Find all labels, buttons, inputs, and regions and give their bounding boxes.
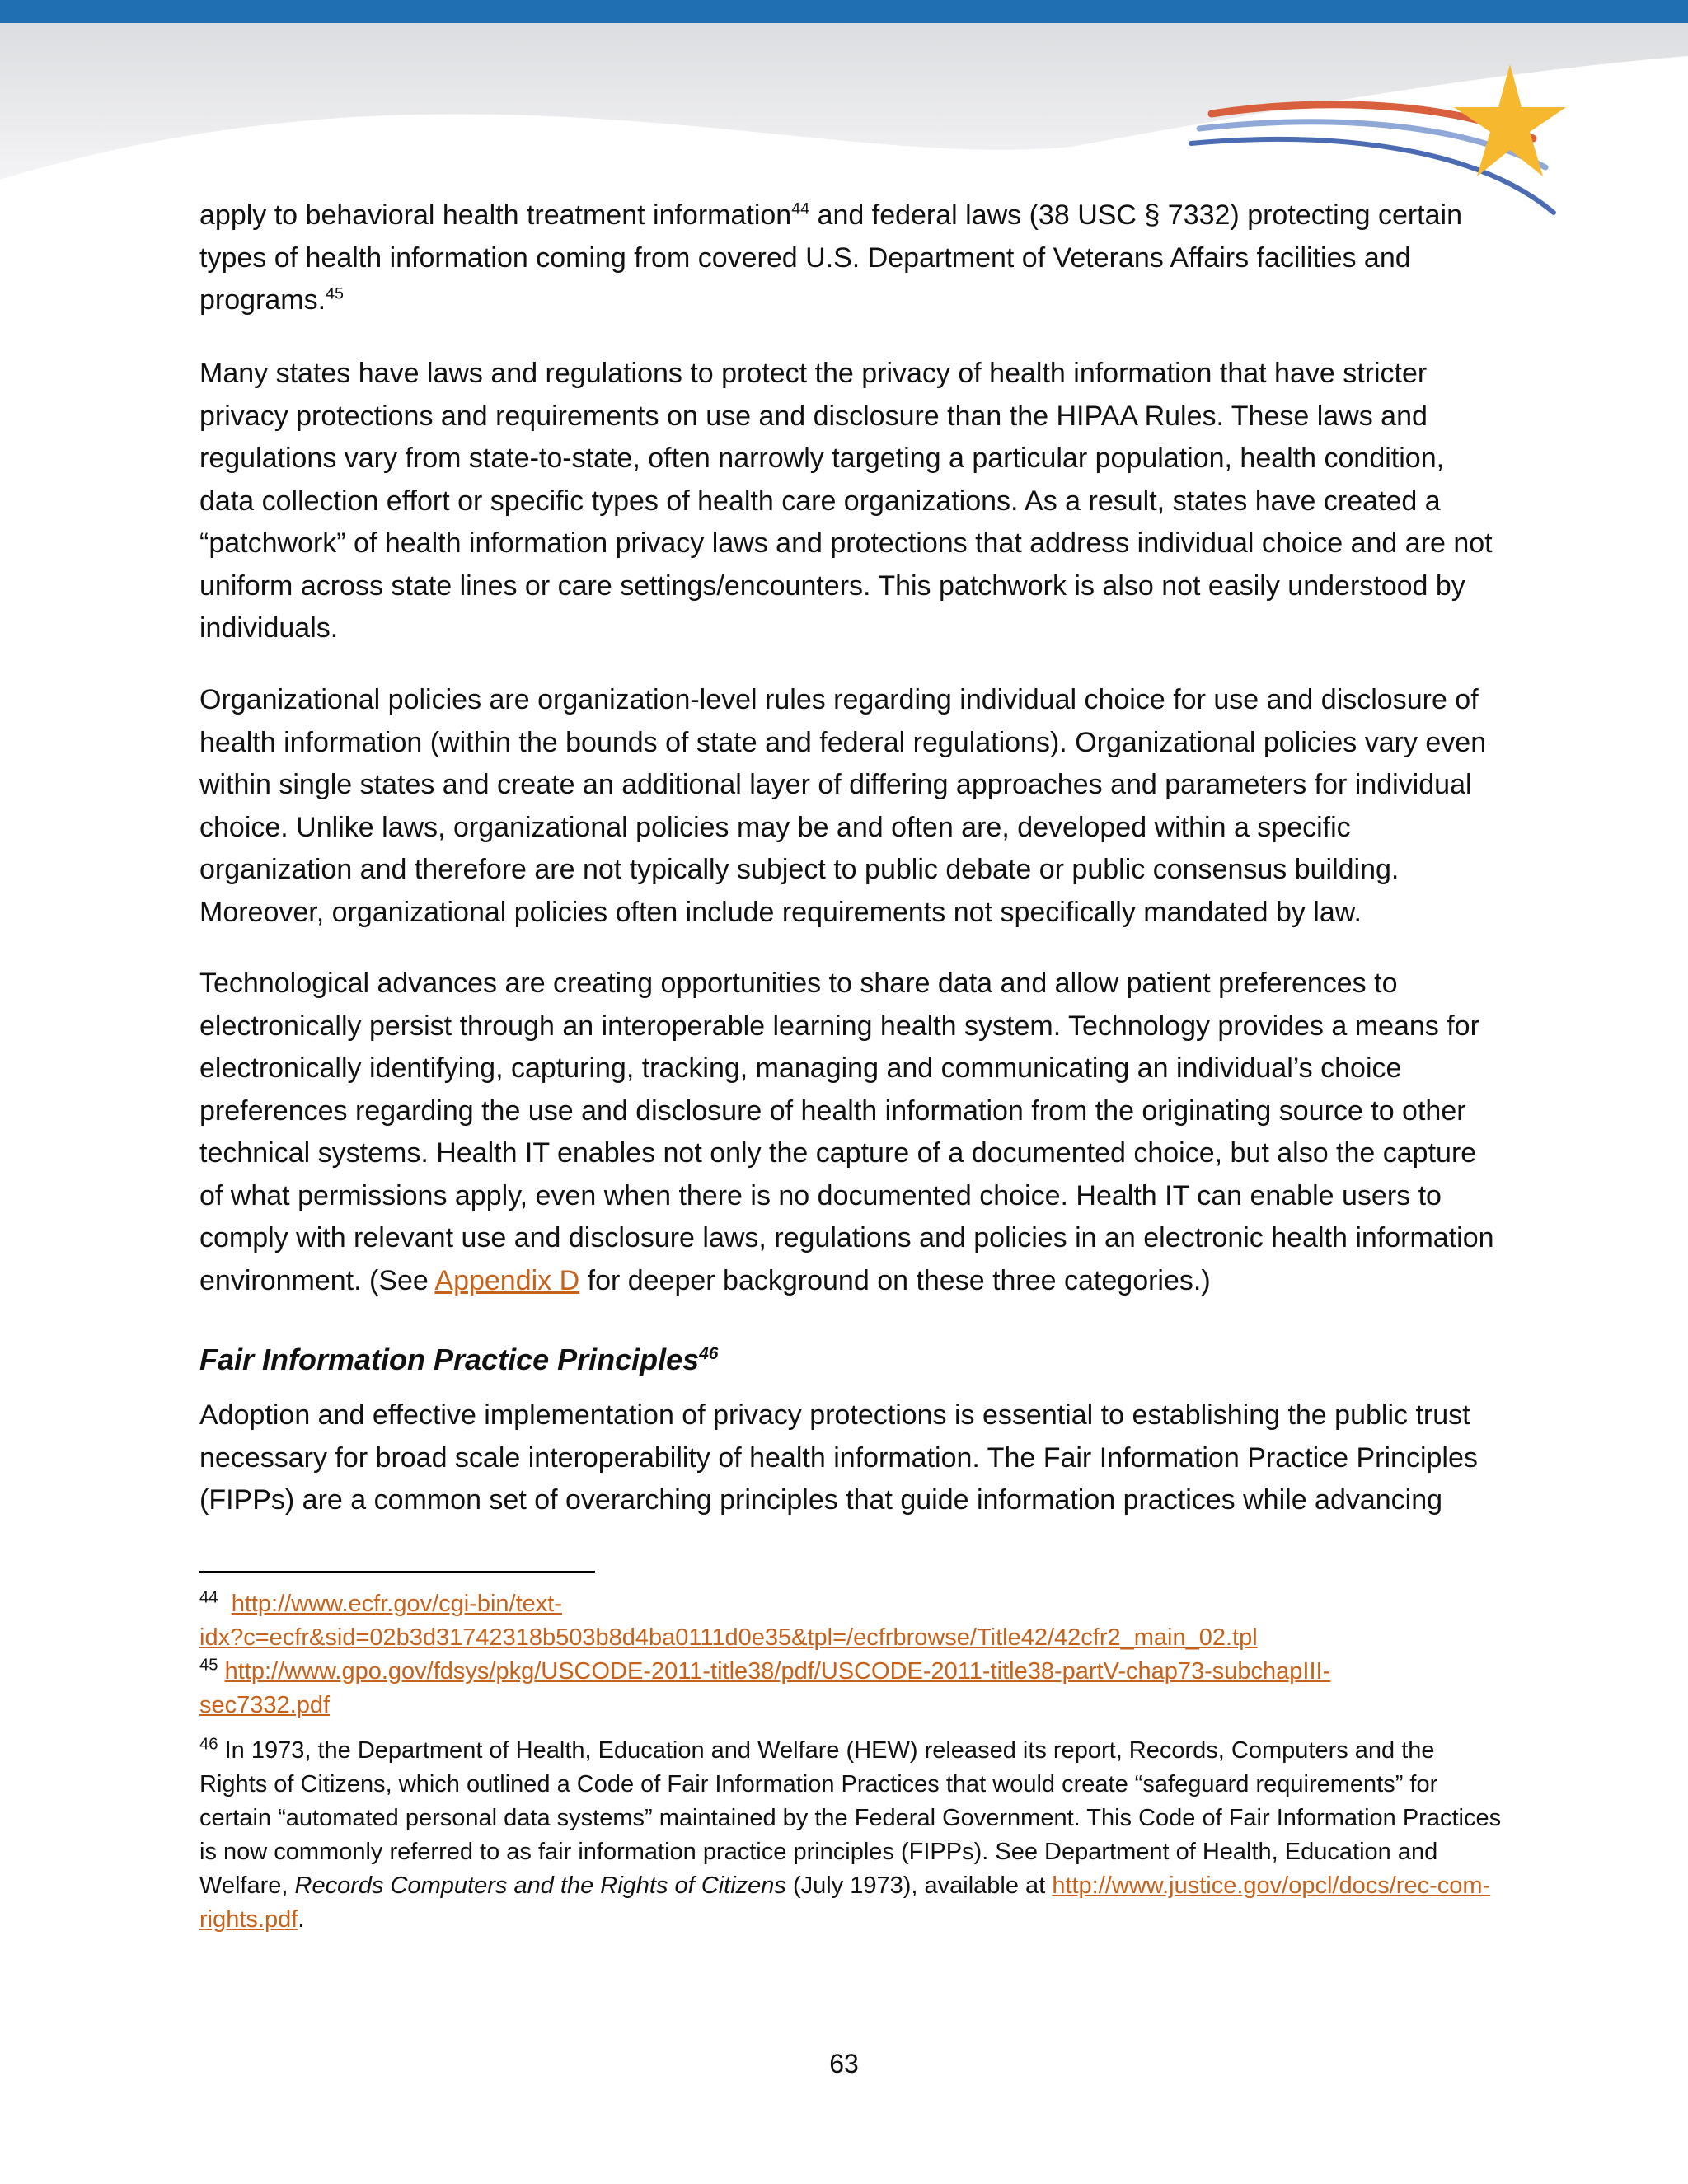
section-heading-fipps: Fair Information Practice Principles$^{46}$ <box>199 1343 719 1376</box>
footnote-45-link[interactable]: http://www.gpo.gov/fdsys/pkg/USCODE-2011-title38/pdf/USCODE-2011-title38-partV-chap73-subchapIII- sec7332.pdf <box>199 1658 1331 1718</box>
paragraph-legal-context: apply to behavioral health treatment information$^{44}$ and federal laws (38 USC § 7332) protecting certain types of health information coming from covered U.S. Department of Veterans Affairs facilities and programs.$^{45}$ <box>199 199 1463 316</box>
footnote-46: $^{46}$ In 1973, the Department of Health, Education and Welfare (HEW) released its report, Records, Computers and the Rights of Citizens, which outlined a Code of Fair Information Practices that would create “safeguard requirements” for certain “automated personal data systems” maintained by the Federal Government. This Code of Fair Information Practices is now commonly referred to as fair information practice principles (FIPPs). See Department of Health, Education and Welfare, Records Computers and the Rights of Citizens (July 1973), available at http://www.justice.gov/opcl/docs/rec-com-rights.pdf. <box>199 1735 1502 1933</box>
footnote-44-link[interactable]: http://www.ecfr.gov/cgi-bin/text- idx?c=ecfr&sid=02b3d31742318b503b8d4ba0111d0e35&tpl=/ecfrbrowse/Title42/42cfr2_main_02.tpl <box>199 1591 1258 1651</box>
paragraph-technological-advances: Technological advances are creating opportunities to share data and allow patient preferences to electronically persist through an interoperable learning health system. Technology provides a means for electronically identifying, capturing, tracking, managing and communicating an individual’s choice preferences regarding the use and disclosure of health information from the originating source to other technical systems. Health IT enables not only the capture of a documented choice, but also the capture of what permissions apply, even when there is no documented choice. Health IT can enable users to comply with relevant use and disclosure laws, regulations and policies in an electronic health information environment. (See Appendix D for deeper background on these three categories.) <box>199 968 1494 1296</box>
footnote-46-link[interactable]: http://www.justice.gov/opcl/docs/rec-com-rights.pdf <box>199 1872 1491 1933</box>
paragraph-fipps-intro: Adoption and effective implementation of privacy protections is essential to establishing the public trust necessary for broad scale interoperability of health information. The Fair Information Practice Principles (FIPPs) are a common set of overarching principles that guide information practices while advancing <box>199 1399 1478 1516</box>
footnote-45: $^{45}$ http://www.gpo.gov/fdsys/pkg/USCODE-2011-title38/pdf/USCODE-2011-title38-partV-chap73-subchapIII- sec7332.pdf <box>199 1656 1331 1718</box>
footnote-divider <box>199 1571 595 1573</box>
footnote-ref-44[interactable]: 44 <box>791 199 810 218</box>
appendix-d-link[interactable]: Appendix D <box>434 1264 580 1296</box>
footnote-ref-45[interactable]: 45 <box>326 284 344 303</box>
footnote-ref-46[interactable]: 46 <box>699 1344 719 1363</box>
paragraph-organizational-policies: Organizational policies are organization-level rules regarding individual choice for use and disclosure of health information (within the bounds of state and federal regulations). Organizational policies vary even within single states and create an additional layer of differing approaches and parameters for individual choice. Unlike laws, organizational policies may be and often are, developed within a specific organization and therefore are not typically subject to public debate or public consensus building. Moreover, organizational policies often include requirements not specifically mandated by law. <box>199 684 1487 928</box>
footnote-44: $^{44}$ http://www.ecfr.gov/cgi-bin/text- idx?c=ecfr&sid=02b3d31742318b503b8d4ba0111d0e35&tpl=/ecfrbrowse/Title42/42cfr2_main_02.tpl <box>199 1588 1258 1651</box>
paragraph-state-laws: Many states have laws and regulations to protect the privacy of health information that have stricter privacy protections and requirements on use and disclosure than the HIPAA Rules. These laws and regulations vary from state-to-state, often narrowly targeting a particular population, health condition, data collection effort or specific types of health care organizations. As a result, states have created a “patchwork” of health information privacy laws and protections that address individual choice and are not uniform across state lines or care settings/encounters. This patchwork is also not easily understood by individuals. <box>199 358 1493 644</box>
header-bar <box>0 0 1688 23</box>
page-number: 63 <box>829 2049 859 2079</box>
